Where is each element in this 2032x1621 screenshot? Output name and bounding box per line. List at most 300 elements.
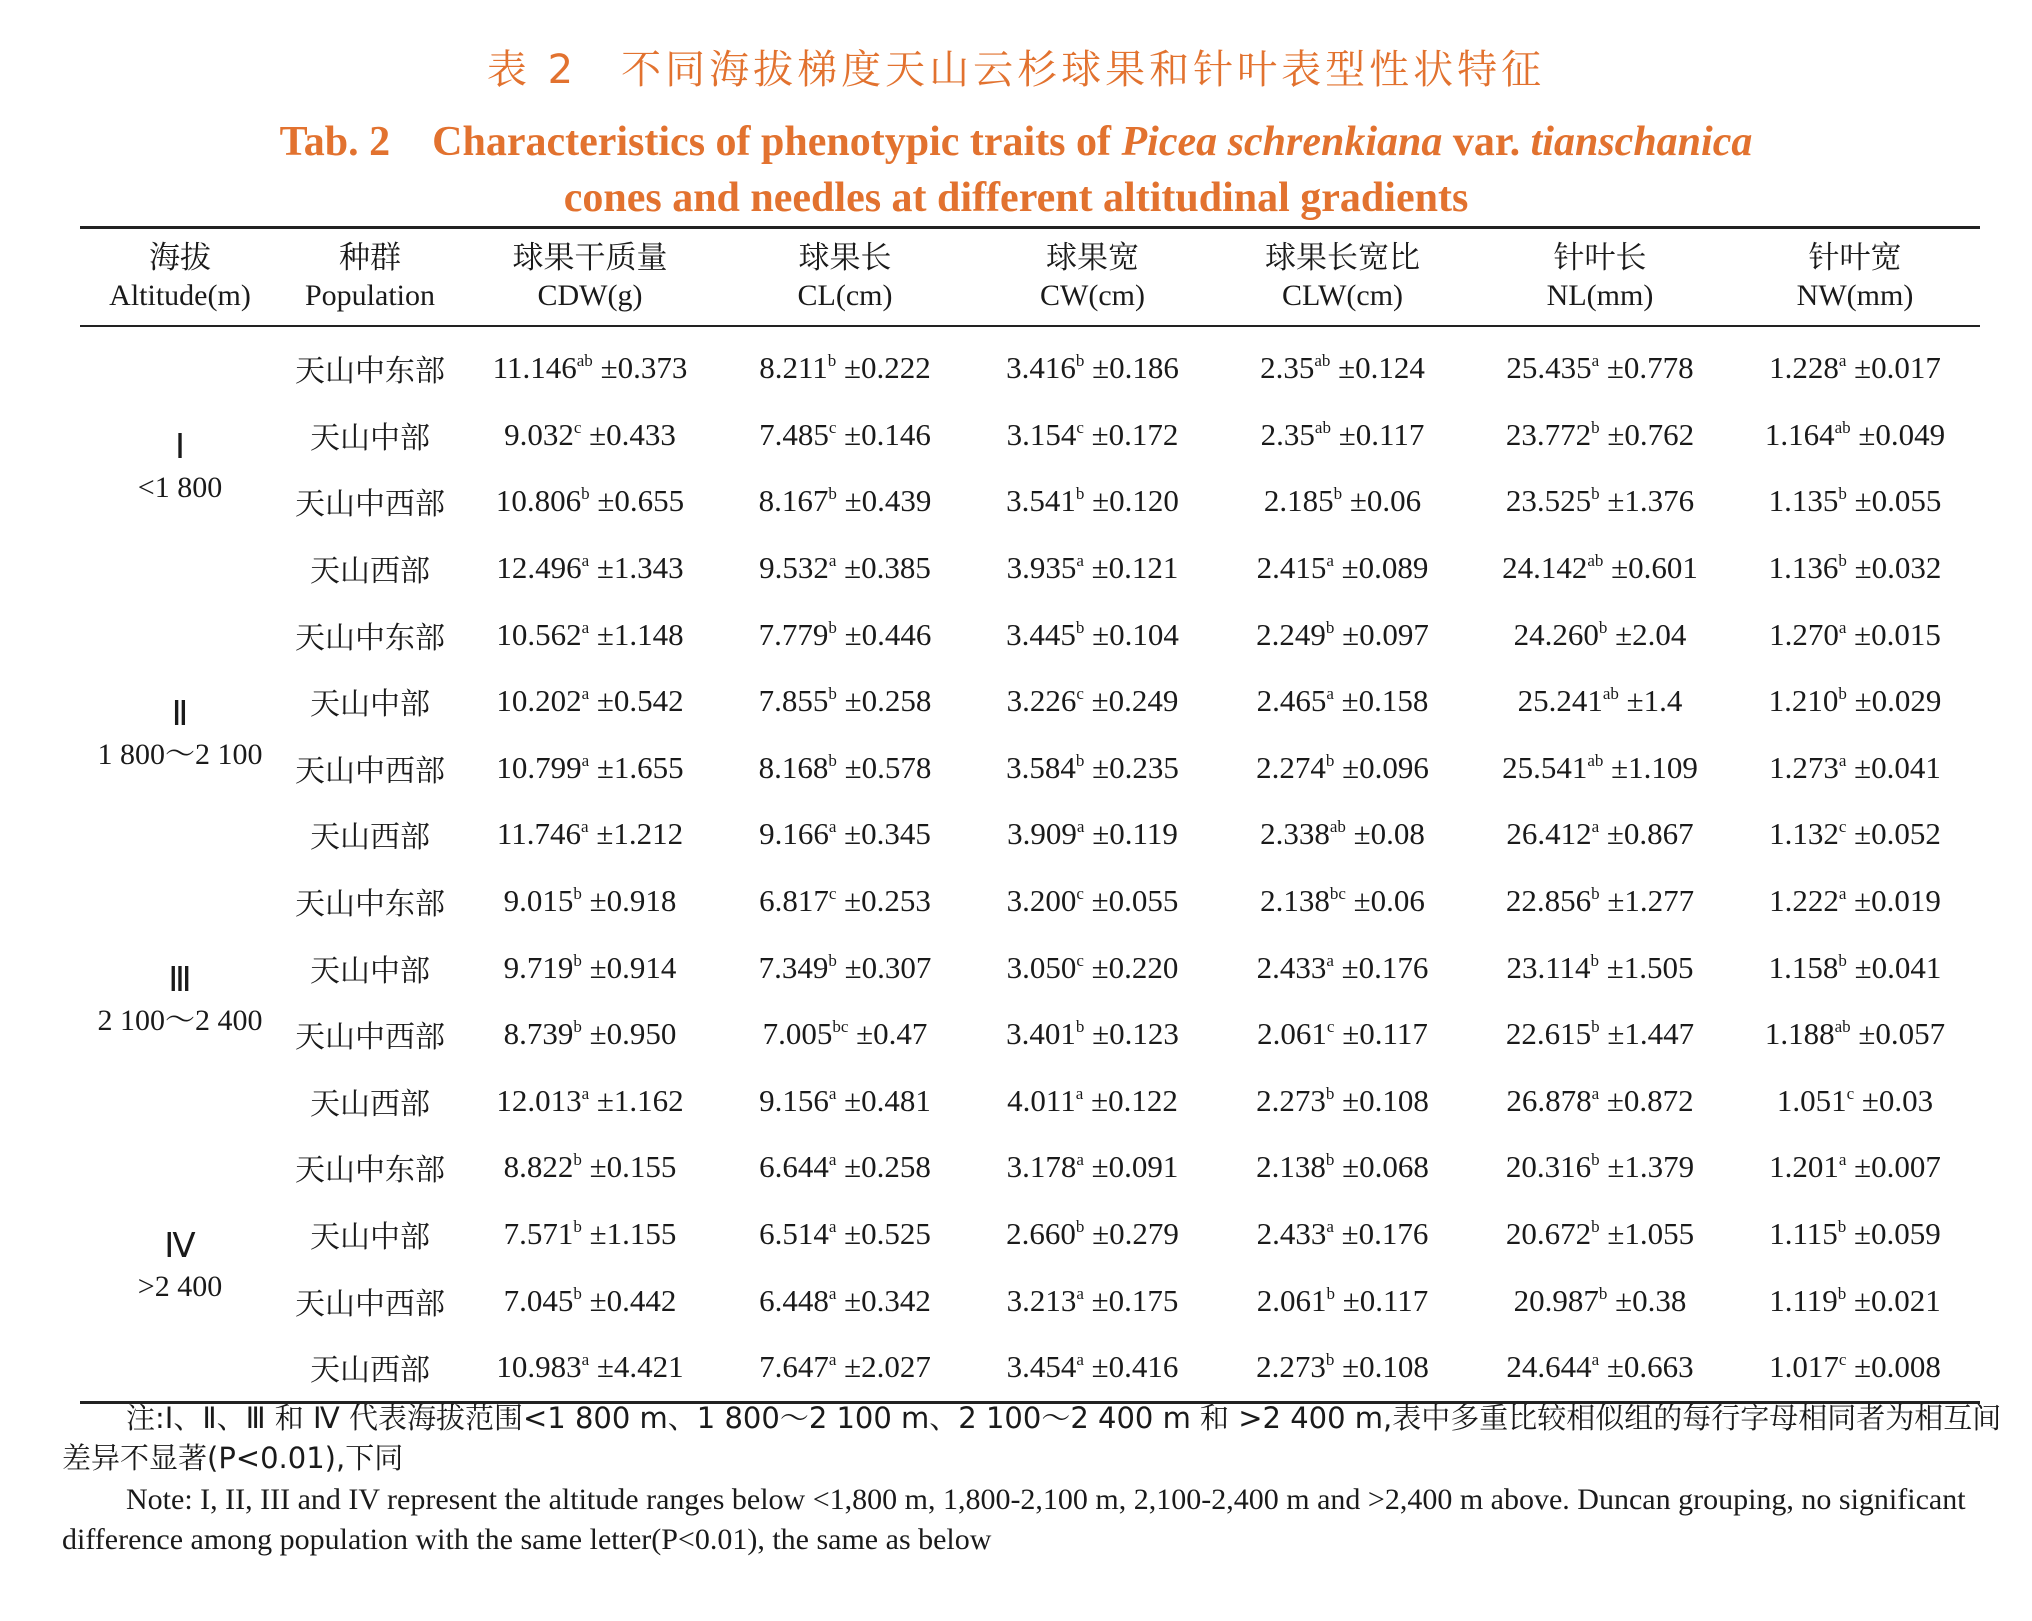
value-cell	[1470, 326, 1730, 402]
value-cell	[1470, 1134, 1730, 1201]
significance-letter: c	[828, 884, 837, 904]
value-cell	[460, 934, 720, 1001]
table-row	[80, 1068, 1980, 1135]
significance-letter: c	[1076, 950, 1084, 970]
mean-value: 2.338	[1260, 816, 1330, 852]
mean-value: 2.138	[1256, 1149, 1326, 1185]
std-error: ±0.055	[1846, 483, 1942, 519]
table-row	[80, 326, 1980, 402]
significance-letter: b	[1838, 551, 1847, 571]
mean-value: 2.061	[1257, 1016, 1327, 1052]
std-error: ±0.220	[1083, 949, 1179, 985]
significance-letter: a	[1591, 1350, 1600, 1370]
std-error: ±0.158	[1333, 683, 1429, 719]
significance-letter: b	[828, 950, 837, 970]
mean-value: 1.136	[1768, 550, 1839, 586]
value-cell	[720, 601, 970, 668]
std-error: ±1.155	[581, 1216, 677, 1252]
mean-value: 10.799	[496, 749, 582, 785]
mean-value: 23.772	[1505, 416, 1592, 452]
mean-value: 1.051	[1776, 1082, 1847, 1118]
std-error: ±1.343	[589, 550, 684, 586]
significance-letter: a	[1838, 750, 1847, 770]
value-cell	[1215, 402, 1470, 469]
std-error: ±0.249	[1083, 683, 1179, 719]
value-cell	[1470, 1068, 1730, 1135]
value-cell	[460, 1068, 720, 1135]
std-error: ±0.47	[848, 1016, 928, 1052]
mean-value: 25.435	[1506, 350, 1592, 386]
significance-letter: a	[1591, 817, 1600, 837]
std-error: ±1.055	[1599, 1216, 1695, 1252]
std-error: ±0.914	[581, 949, 677, 985]
std-error: ±0.175	[1083, 1282, 1179, 1318]
column-header	[720, 228, 970, 327]
population-cell: 天山中部	[310, 953, 430, 989]
altitude-group-cell	[80, 868, 280, 1134]
column-header-en: Population	[304, 279, 435, 312]
table-row	[80, 668, 1980, 735]
value-cell	[720, 1134, 970, 1201]
std-error: ±1.4	[1618, 683, 1683, 719]
mean-value: 22.615	[1505, 1016, 1592, 1052]
mean-value: 10.562	[496, 616, 582, 652]
value-cell	[460, 868, 720, 935]
value-cell	[1730, 934, 1980, 1001]
column-header-en: CW(cm)	[1040, 279, 1145, 312]
value-cell	[1470, 934, 1730, 1001]
std-error: ±0.03	[1854, 1082, 1934, 1118]
significance-letter: ab	[1834, 417, 1851, 437]
std-error: ±0.481	[836, 1082, 931, 1118]
value-cell	[970, 326, 1215, 402]
value-cell	[720, 326, 970, 402]
std-error: ±0.279	[1084, 1216, 1179, 1252]
significance-letter: a	[1076, 1350, 1084, 1370]
column-header-en: CL(cm)	[797, 279, 893, 312]
significance-letter: c	[1846, 1083, 1855, 1103]
significance-letter: bc	[832, 1017, 849, 1037]
significance-letter: b	[1598, 1283, 1608, 1303]
value-cell	[1730, 868, 1980, 935]
mean-value: 2.465	[1256, 683, 1327, 719]
value-cell	[460, 1201, 720, 1268]
significance-letter: a	[581, 750, 590, 770]
significance-letter: a	[828, 1350, 837, 1370]
column-header	[80, 228, 280, 327]
value-cell	[1470, 535, 1730, 602]
significance-letter: b	[828, 750, 837, 770]
std-error: ±0.762	[1599, 416, 1695, 452]
significance-letter: a	[1838, 1150, 1847, 1170]
std-error: ±0.08	[1345, 816, 1425, 852]
mean-value: 2.273	[1256, 1082, 1326, 1118]
mean-value: 8.167	[758, 483, 829, 519]
mean-value: 3.200	[1006, 883, 1077, 919]
value-cell	[460, 535, 720, 602]
significance-letter: b	[828, 484, 837, 504]
value-cell	[1730, 535, 1980, 602]
mean-value: 9.015	[503, 883, 574, 919]
altitude-group-numeral: Ⅱ	[171, 695, 189, 733]
significance-letter: c	[1076, 884, 1084, 904]
value-cell	[460, 735, 720, 802]
mean-value: 3.401	[1006, 1016, 1076, 1052]
significance-letter: a	[1838, 351, 1847, 371]
significance-letter: ab	[1602, 684, 1619, 704]
mean-value: 2.061	[1256, 1282, 1327, 1318]
altitude-group-numeral: Ⅳ	[164, 1228, 196, 1266]
population-cell: 天山中部	[310, 420, 430, 456]
mean-value: 11.746	[496, 816, 582, 852]
std-error: ±0.258	[836, 683, 932, 719]
value-cell	[1215, 1134, 1470, 1201]
mean-value: 2.273	[1256, 1349, 1326, 1385]
significance-letter: b	[573, 884, 582, 904]
value-cell	[1215, 668, 1470, 735]
column-header-cn: 球果长宽比	[1265, 240, 1420, 276]
significance-letter: c	[573, 417, 582, 437]
population-cell: 天山中西部	[295, 487, 445, 523]
significance-letter: b	[1590, 950, 1600, 970]
value-cell	[1730, 1201, 1980, 1268]
value-cell	[460, 601, 720, 668]
significance-letter: a	[581, 1083, 590, 1103]
column-header	[460, 228, 720, 327]
mean-value: 8.822	[503, 1149, 574, 1185]
value-cell	[970, 735, 1215, 802]
mean-value: 1.273	[1769, 749, 1839, 785]
significance-letter: a	[1838, 617, 1847, 637]
significance-letter: a	[1076, 817, 1085, 837]
column-header	[280, 228, 460, 327]
std-error: ±0.091	[1083, 1149, 1179, 1185]
significance-letter: a	[581, 617, 590, 637]
value-cell	[1470, 735, 1730, 802]
value-cell	[1470, 402, 1730, 469]
value-cell	[1215, 801, 1470, 868]
value-cell	[460, 1134, 720, 1201]
significance-letter: b	[573, 1150, 582, 1170]
std-error: ±0.176	[1333, 949, 1429, 985]
value-cell	[1730, 402, 1980, 469]
value-cell	[720, 1334, 970, 1402]
value-cell	[1470, 668, 1730, 735]
significance-letter: b	[828, 617, 837, 637]
significance-letter: a	[828, 817, 837, 837]
column-header-en: CDW(g)	[537, 279, 643, 312]
significance-letter: b	[1325, 1350, 1335, 1370]
column-header-en: NL(mm)	[1546, 279, 1654, 312]
mean-value: 10.202	[496, 683, 582, 719]
value-cell	[460, 1267, 720, 1334]
std-error: ±0.089	[1333, 550, 1429, 586]
altitude-group-range: <1 800	[137, 471, 223, 505]
std-error: ±0.222	[836, 350, 931, 386]
population-cell: 天山中东部	[295, 887, 445, 923]
mean-value: 6.644	[759, 1149, 829, 1185]
note-cn: 注:Ⅰ、Ⅱ、Ⅲ 和 Ⅳ 代表海拔范围<1 800 m、1 800～2 100 m、2 100～2 400 m 和 >2 400 m,表中多重比较相似组的每行字母相同者为相互间差异不显著(P<0.01),下同	[62, 1401, 2002, 1475]
significance-letter: ab	[1329, 817, 1346, 837]
std-error: ±0.008	[1846, 1349, 1941, 1385]
mean-value: 6.514	[759, 1216, 829, 1252]
significance-letter: b	[1591, 484, 1600, 504]
std-error: ±1.148	[589, 616, 684, 652]
std-error: ±0.021	[1846, 1282, 1941, 1318]
value-cell	[1470, 1267, 1730, 1334]
significance-letter: b	[1075, 351, 1085, 371]
significance-letter: b	[1075, 617, 1085, 637]
mean-value: 11.146	[492, 350, 577, 386]
value-cell	[1730, 735, 1980, 802]
title-variety: tianschanica	[1530, 119, 1753, 165]
mean-value: 2.274	[1256, 749, 1326, 785]
std-error: ±0.235	[1084, 749, 1179, 785]
mean-value: 20.987	[1513, 1282, 1599, 1318]
std-error: ±0.342	[836, 1282, 931, 1318]
value-cell	[460, 1334, 720, 1402]
std-error: ±0.385	[836, 550, 931, 586]
std-error: ±0.119	[1084, 816, 1178, 852]
value-cell	[720, 402, 970, 469]
value-cell	[970, 402, 1215, 469]
significance-letter: a	[581, 551, 590, 571]
significance-letter: a	[581, 1350, 590, 1370]
significance-letter: ab	[1587, 750, 1604, 770]
value-cell	[970, 668, 1215, 735]
significance-letter: a	[1076, 1150, 1084, 1170]
mean-value: 3.541	[1006, 483, 1076, 519]
std-error: ±0.120	[1084, 483, 1179, 519]
value-cell	[970, 801, 1215, 868]
value-cell	[460, 402, 720, 469]
significance-letter: c	[828, 417, 837, 437]
significance-letter: a	[828, 1083, 837, 1103]
altitude-group-numeral: Ⅲ	[168, 961, 192, 999]
std-error: ±1.277	[1599, 883, 1695, 919]
significance-letter: b	[1837, 1217, 1847, 1237]
significance-letter: a	[581, 684, 590, 704]
value-cell	[1215, 1334, 1470, 1402]
altitude-group-range: 2 100～2 400	[97, 1003, 263, 1037]
value-cell	[1215, 468, 1470, 535]
std-error: ±0.029	[1846, 683, 1942, 719]
value-cell	[1470, 1001, 1730, 1068]
mean-value: 2.249	[1256, 616, 1326, 652]
column-header-en: CLW(cm)	[1281, 279, 1404, 312]
significance-letter: a	[828, 1283, 837, 1303]
population-cell: 天山西部	[310, 1086, 430, 1122]
std-error: ±0.525	[836, 1216, 931, 1252]
mean-value: 10.806	[495, 483, 582, 519]
mean-value: 22.856	[1505, 883, 1592, 919]
significance-letter: b	[1075, 484, 1085, 504]
value-cell	[970, 1334, 1215, 1402]
value-cell	[1215, 326, 1470, 402]
value-cell	[1470, 801, 1730, 868]
mean-value: 3.178	[1006, 1149, 1077, 1185]
std-error: ±0.117	[1334, 1016, 1428, 1052]
std-error: ±0.601	[1603, 550, 1698, 586]
mean-value: 26.412	[1506, 816, 1592, 852]
significance-letter: b	[827, 351, 837, 371]
population-cell: 天山中西部	[295, 753, 445, 789]
note-en: Note: I, II, III and IV represent the altitude ranges below <1,800 m, 1,800-2,100 m, 2,100-2,400 m and >2,400 m above. Duncan grouping, no significant difference among population with the same letter(P<0.01), the same as below	[62, 1483, 1966, 1556]
mean-value: 3.213	[1006, 1282, 1077, 1318]
title-species: Picea schrenkiana	[1121, 119, 1443, 165]
significance-letter: b	[1591, 417, 1600, 437]
mean-value: 23.114	[1506, 949, 1591, 985]
mean-value: 3.416	[1006, 350, 1076, 386]
mean-value: 7.855	[758, 683, 829, 719]
std-error: ±0.059	[1846, 1216, 1941, 1252]
std-error: ±2.027	[836, 1349, 931, 1385]
table-title-en-line2: cones and needles at different altitudinal gradients	[563, 175, 1469, 221]
significance-letter: b	[573, 1217, 582, 1237]
significance-letter: a	[1076, 1283, 1084, 1303]
significance-letter: b	[573, 950, 582, 970]
std-error: ±0.446	[836, 616, 932, 652]
mean-value: 1.119	[1769, 1282, 1838, 1318]
mean-value: 1.164	[1764, 416, 1835, 452]
mean-value: 26.878	[1506, 1082, 1592, 1118]
mean-value: 3.445	[1006, 616, 1076, 652]
mean-value: 7.485	[759, 416, 829, 452]
std-error: ±0.663	[1599, 1349, 1694, 1385]
mean-value: 9.532	[759, 550, 829, 586]
mean-value: 3.050	[1006, 949, 1077, 985]
mean-value: 9.719	[503, 949, 574, 985]
mean-value: 2.660	[1006, 1216, 1076, 1252]
value-cell	[720, 1068, 970, 1135]
column-header-cn: 球果宽	[1046, 240, 1139, 276]
value-cell	[1215, 535, 1470, 602]
mean-value: 12.496	[496, 550, 582, 586]
mean-value: 3.226	[1006, 683, 1077, 719]
significance-letter: b	[1075, 1217, 1085, 1237]
column-header	[970, 228, 1215, 327]
std-error: ±1.655	[589, 749, 684, 785]
altitude-group-numeral: Ⅰ	[174, 429, 186, 467]
significance-letter: c	[1838, 817, 1847, 837]
value-cell	[1215, 1001, 1470, 1068]
mean-value: 7.779	[758, 616, 829, 652]
std-error: ±0.416	[1083, 1349, 1179, 1385]
significance-letter: ab	[1587, 551, 1604, 571]
std-error: ±0.442	[581, 1282, 677, 1318]
value-cell	[720, 801, 970, 868]
mean-value: 4.011	[1007, 1082, 1076, 1118]
significance-letter: b	[1325, 1150, 1335, 1170]
table-row	[80, 535, 1980, 602]
std-error: ±0.542	[589, 683, 684, 719]
value-cell	[970, 868, 1215, 935]
column-header	[1215, 228, 1470, 327]
mean-value: 1.188	[1764, 1016, 1835, 1052]
significance-letter: a	[1326, 1217, 1334, 1237]
significance-letter: a	[581, 817, 589, 837]
table-row	[80, 1201, 1980, 1268]
mean-value: 2.35	[1260, 416, 1315, 452]
mean-value: 24.142	[1502, 550, 1588, 586]
std-error: ±0.186	[1084, 350, 1179, 386]
population-cell: 天山中西部	[295, 1020, 445, 1056]
table-row	[80, 1134, 1980, 1201]
significance-letter: c	[1076, 684, 1084, 704]
std-error: ±0.918	[581, 883, 677, 919]
mean-value: 7.571	[503, 1216, 574, 1252]
std-error: ±0.108	[1334, 1082, 1429, 1118]
significance-letter: b	[1591, 1217, 1600, 1237]
value-cell	[720, 934, 970, 1001]
std-error: ±4.421	[589, 1349, 684, 1385]
significance-letter: b	[828, 684, 837, 704]
mean-value: 8.211	[759, 350, 828, 386]
std-error: ±0.041	[1846, 749, 1941, 785]
std-error: ±0.778	[1599, 350, 1694, 386]
significance-letter: a	[1326, 950, 1334, 970]
table-row	[80, 601, 1980, 668]
significance-letter: b	[1075, 1017, 1085, 1037]
std-error: ±0.123	[1084, 1016, 1179, 1052]
significance-letter: ab	[1314, 351, 1331, 371]
std-error: ±0.007	[1846, 1149, 1941, 1185]
value-cell	[1470, 601, 1730, 668]
mean-value: 2.185	[1263, 483, 1334, 519]
std-error: ±0.049	[1850, 416, 1946, 452]
std-error: ±1.162	[589, 1082, 684, 1118]
mean-value: 2.35	[1260, 350, 1315, 386]
significance-letter: b	[1838, 950, 1847, 970]
std-error: ±0.055	[1083, 883, 1179, 919]
value-cell	[460, 468, 720, 535]
mean-value: 2.138	[1260, 883, 1330, 919]
value-cell	[970, 1068, 1215, 1135]
std-error: ±0.097	[1334, 616, 1429, 652]
column-header-cn: 球果长	[798, 240, 892, 276]
value-cell	[460, 1001, 720, 1068]
std-error: ±0.057	[1850, 1016, 1946, 1052]
std-error: ±0.06	[1342, 483, 1422, 519]
table-row	[80, 1267, 1980, 1334]
significance-letter: a	[1076, 551, 1084, 571]
value-cell	[1215, 1068, 1470, 1135]
value-cell	[1730, 1334, 1980, 1402]
mean-value: 12.013	[496, 1082, 582, 1118]
table-title-en-line1	[0, 108, 2032, 168]
value-cell	[970, 1201, 1215, 1268]
std-error: ±0.041	[1846, 949, 1942, 985]
table-row	[80, 1334, 1980, 1402]
std-error: ±0.015	[1846, 616, 1941, 652]
population-cell: 天山中东部	[295, 1153, 445, 1189]
mean-value: 8.739	[503, 1016, 574, 1052]
value-cell	[720, 1267, 970, 1334]
significance-letter: b	[1591, 1150, 1600, 1170]
significance-letter: b	[1837, 1283, 1847, 1303]
std-error: ±1.212	[588, 816, 684, 852]
significance-letter: b	[1325, 1083, 1335, 1103]
mean-value: 1.222	[1769, 883, 1839, 919]
value-cell	[1215, 934, 1470, 1001]
title-var: var.	[1442, 119, 1531, 165]
mean-value: 9.032	[504, 416, 574, 452]
header-row	[80, 228, 1980, 327]
column-header-cn: 海拔	[149, 240, 211, 276]
mean-value: 25.541	[1502, 749, 1588, 785]
significance-letter: a	[1591, 351, 1600, 371]
mean-value: 25.241	[1517, 683, 1603, 719]
